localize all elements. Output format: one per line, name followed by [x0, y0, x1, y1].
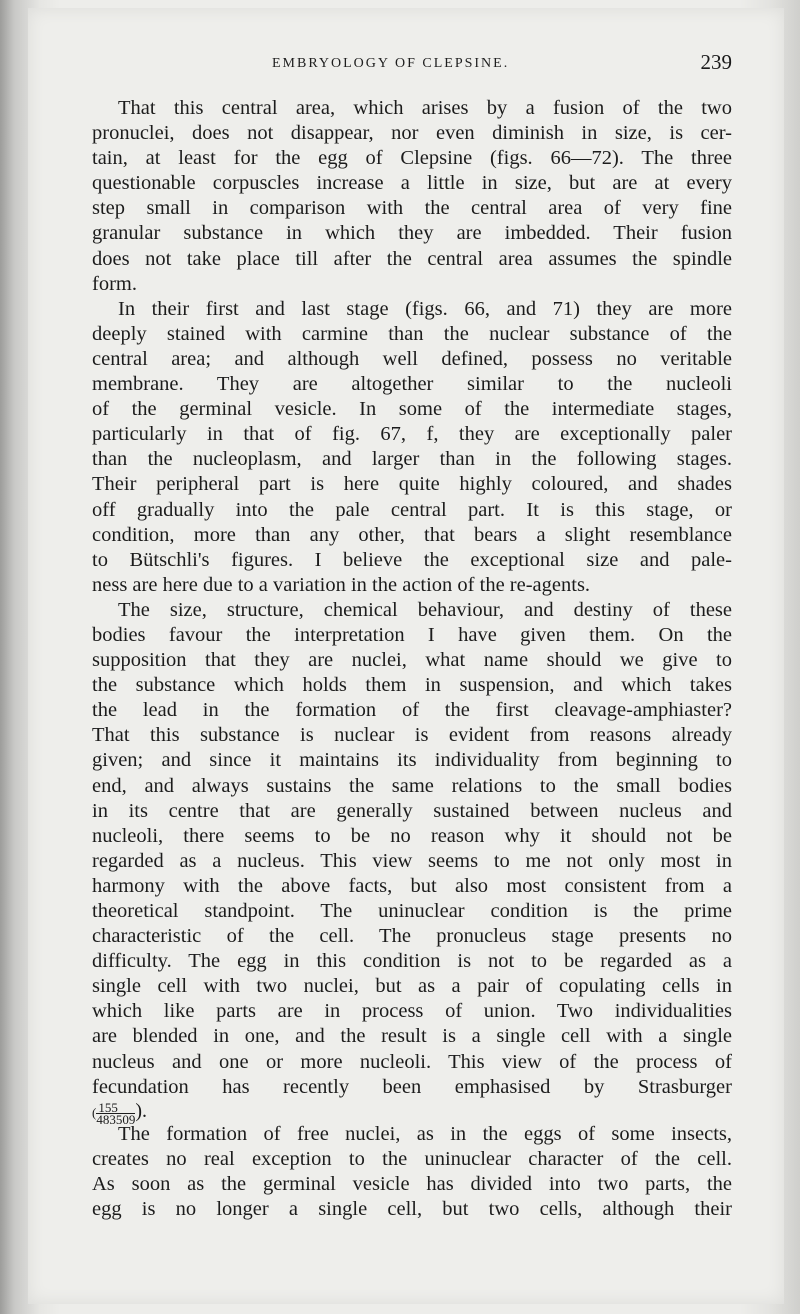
text-line: nucleoli, there seems to be no reason why it should not be — [92, 824, 732, 847]
text-line: than the nucleoplasm, and larger than in the following stages. — [92, 448, 732, 471]
text-line: which like parts are in process of union. Two individualities — [92, 1000, 732, 1023]
text-line: granular substance in which they are imbedded. Their fusion — [92, 222, 732, 245]
text-line: nucleus and one or more nucleoli. This view of the process of — [92, 1050, 732, 1073]
body-text — [92, 96, 732, 1222]
text-line: deeply stained with carmine than the nuclear substance of the — [92, 322, 732, 345]
text-line: That this substance is nuclear is evident from reasons already — [92, 724, 732, 747]
text-line: are blended in one, and the result is a single cell with a single — [92, 1025, 732, 1048]
page-header — [92, 52, 732, 86]
text-line: to Bütschli's figures. I believe the exceptional size and pale- — [92, 548, 732, 571]
text-line: pronuclei, does not disappear, nor even diminish in size, is cer- — [92, 122, 732, 145]
text-line: the lead in the formation of the first cleavage-amphiaster? — [92, 699, 732, 722]
text-line: ness are here due to a variation in the action of the re-agents. — [92, 573, 591, 596]
running-title: EMBRYOLOGY OF CLEPSINE. — [272, 56, 510, 71]
text-line: The formation of free nuclei, as in the eggs of some insects, — [118, 1122, 732, 1145]
text-line: supposition that they are nuclei, what name should we give to — [92, 649, 732, 672]
text-line: end, and always sustains the same relations to the small bodies — [92, 774, 732, 797]
text-line: theoretical standpoint. The uninuclear condition is the prime — [92, 900, 732, 922]
citation-denominator: 483509 — [96, 1112, 136, 1128]
text-line: creates no real exception to the uninuclear character of the cell. — [92, 1147, 732, 1170]
text-line: in its centre that are generally sustained between nucleus and — [92, 799, 732, 822]
text-line: Their peripheral part is here quite highly coloured, and shades — [92, 473, 732, 496]
text-line: single cell with two nuclei, but as a pair of copulating cells in — [92, 975, 732, 998]
text-line: fecundation has recently been emphasised by Strasburger — [92, 1075, 732, 1098]
text-line: That this central area, which arises by a fusion of the two — [118, 97, 732, 119]
text-line: As soon as the germinal vesicle has divided into two parts, the — [92, 1172, 732, 1195]
text-line: central area; and although well defined, possess no veritable — [92, 347, 732, 370]
text-line: given; and since it maintains its individuality from beginning to — [92, 749, 732, 772]
text-line: characteristic of the cell. The pronucleus stage presents no — [92, 925, 732, 948]
text-line: off gradually into the pale central part. It is this stage, or — [92, 498, 732, 521]
text-line: condition, more than any other, that bears a slight resemblance — [92, 523, 732, 546]
text-line: harmony with the above facts, but also most consistent from a — [92, 874, 732, 897]
text-line: In their first and last stage (figs. 66, and 71) they are more — [118, 297, 732, 320]
text-line: The size, structure, chemical behaviour, and destiny of these — [118, 598, 732, 621]
citation-numerator: 155 — [96, 1102, 135, 1114]
text-line: questionable corpuscles increase a little in size, but are at every — [92, 172, 732, 195]
text-line: the substance which holds them in suspension, and which takes — [92, 674, 732, 697]
text-line: step small in comparison with the central area of very fine — [92, 197, 732, 220]
page-number: 239 — [700, 50, 732, 74]
text-line: tain, at least for the egg of Clepsine (figs. 66—72). The three — [92, 147, 732, 170]
citation-fraction: ( $\frac{155}{483509}$ ). — [92, 1099, 148, 1128]
text-line: form. — [92, 272, 137, 295]
text-line: of the germinal vesicle. In some of the intermediate stages, — [92, 398, 732, 421]
text-line: does not take place till after the central area assumes the spindle — [92, 247, 732, 270]
text-line: particularly in that of fig. 67, f, they are exceptionally paler — [92, 423, 732, 446]
text-line: membrane. They are altogether similar to the nucleoli — [92, 373, 732, 396]
text-line: difficulty. The egg in this condition is not to be regarded as a — [92, 950, 732, 973]
text-line: regarded as a nucleus. This view seems to me not only most in — [92, 849, 732, 872]
text-line: egg is no longer a single cell, but two cells, although their — [92, 1198, 732, 1221]
citation-suffix: ). — [135, 1099, 148, 1122]
text-line: bodies favour the interpretation I have given them. On the — [92, 623, 732, 646]
